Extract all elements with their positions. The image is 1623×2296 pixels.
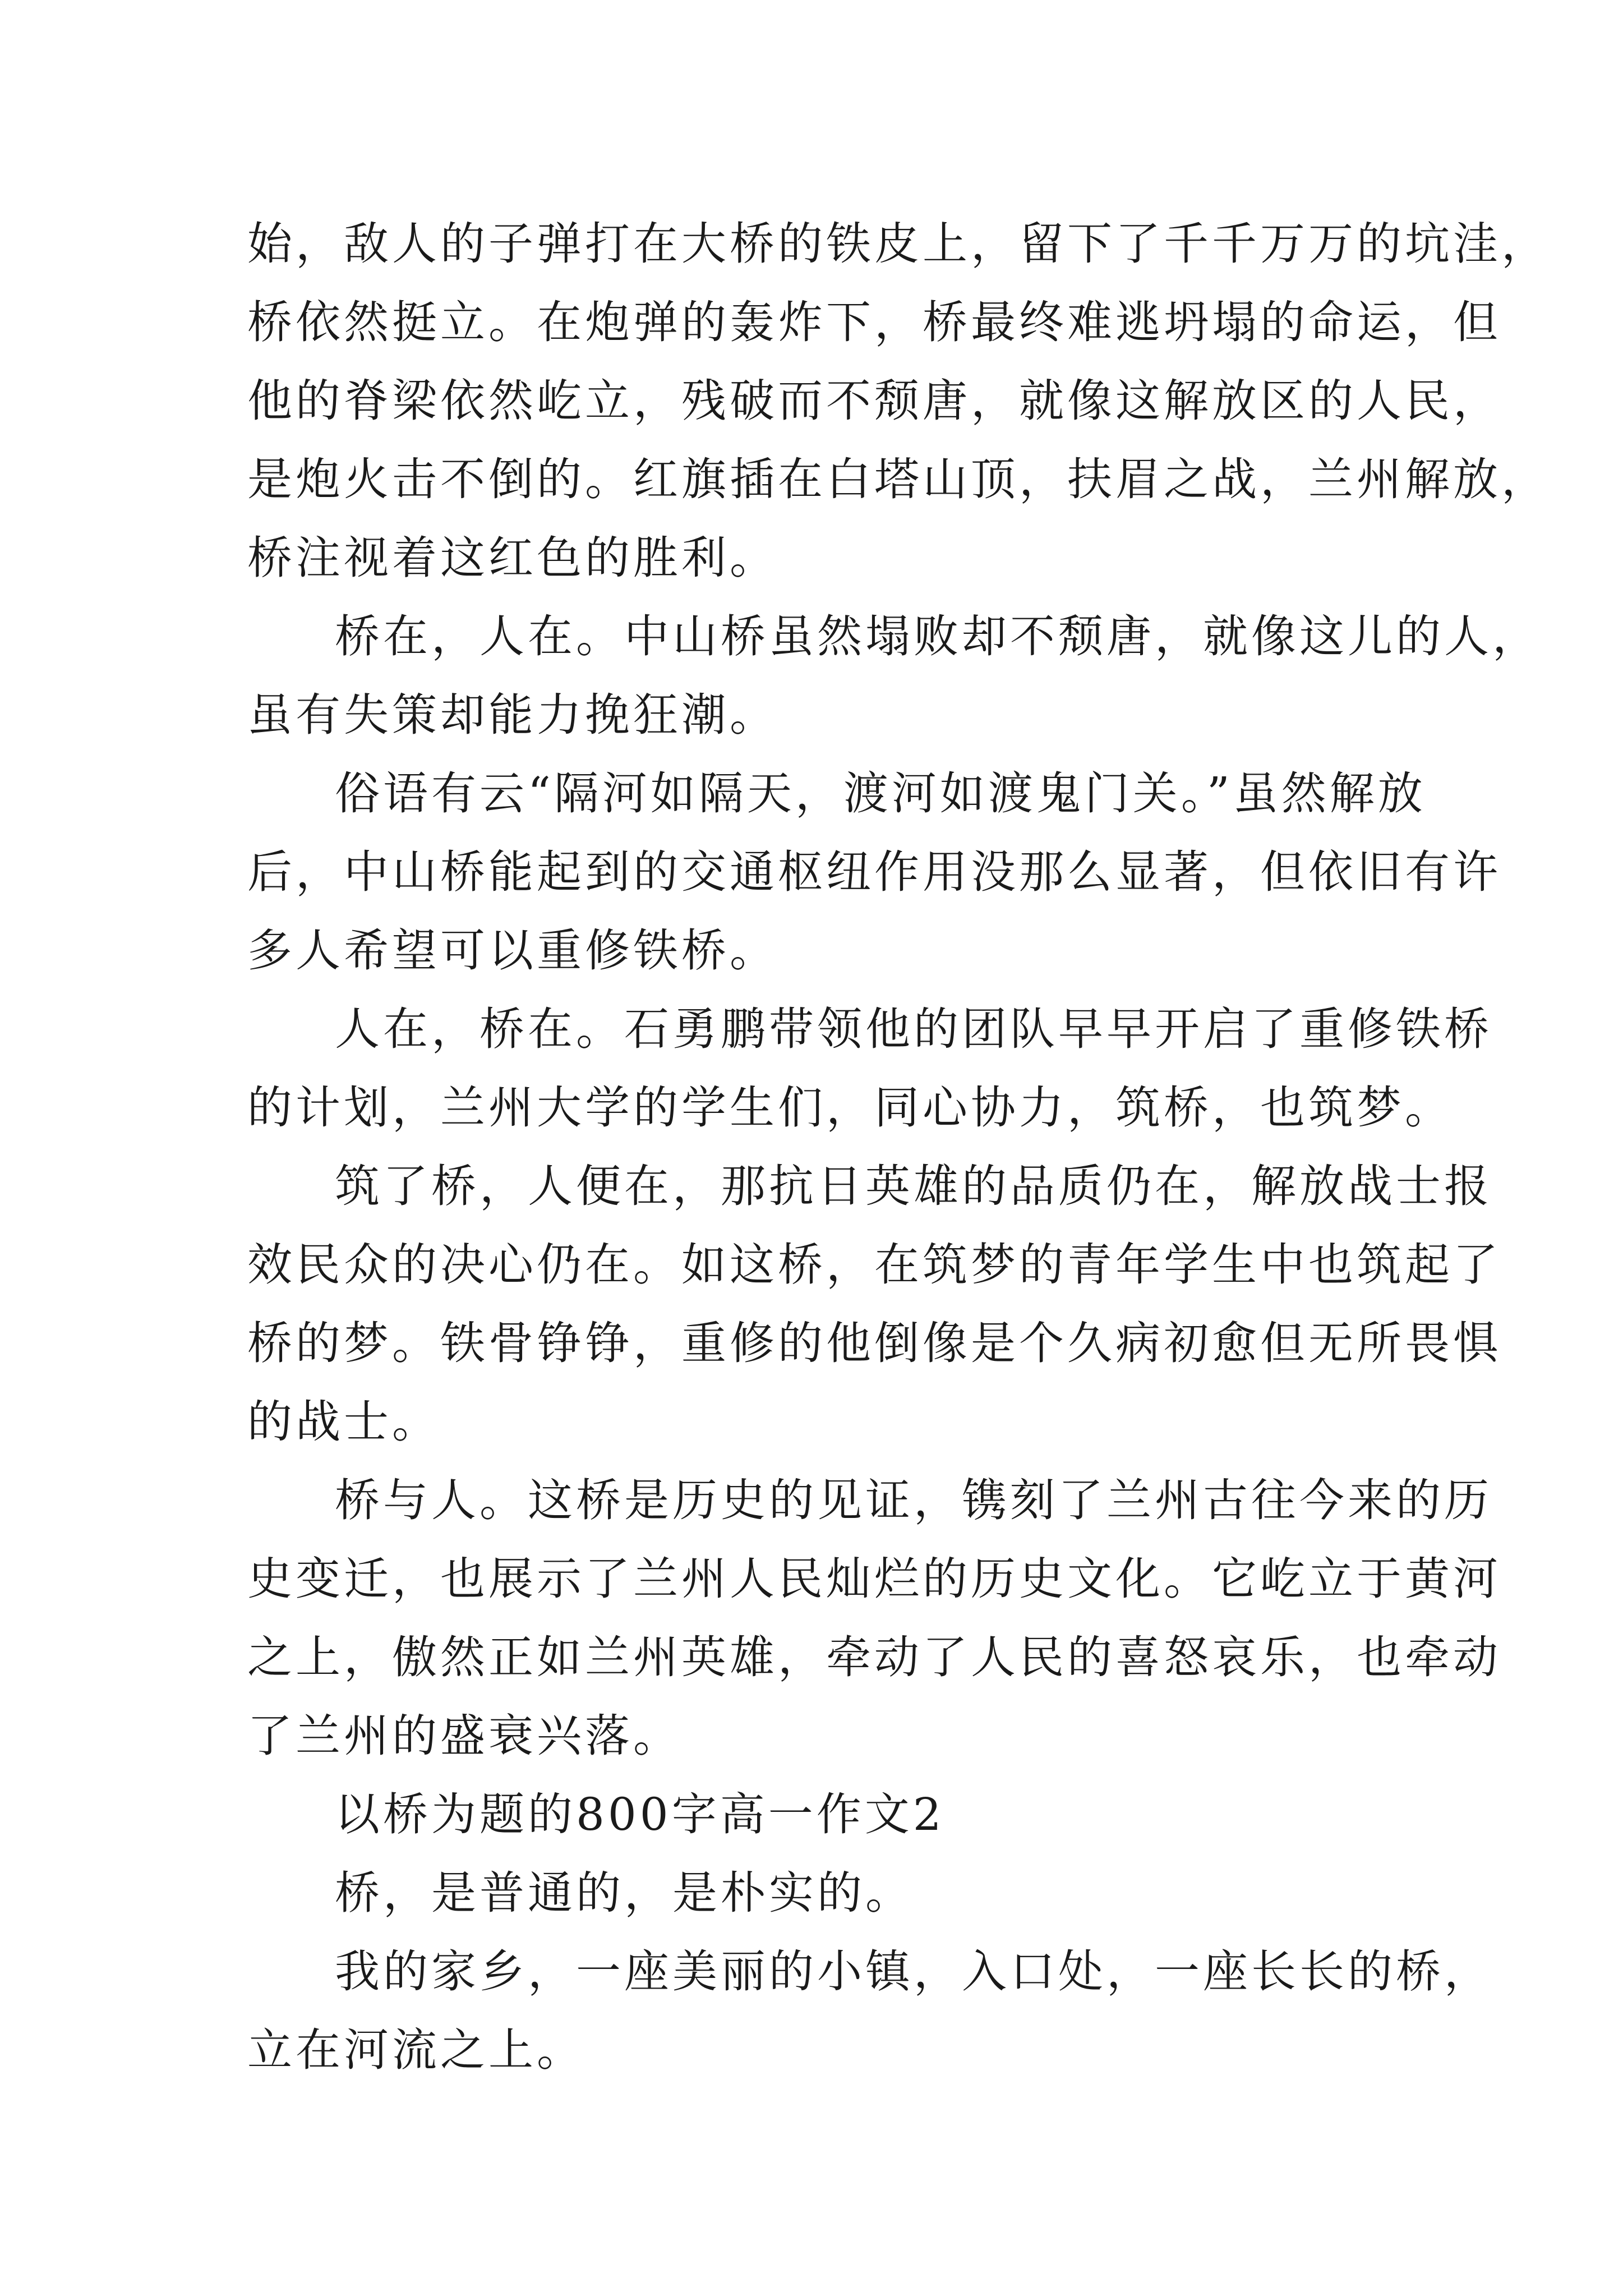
paragraph-2-line-2: 虽有失策却能力挽狂潮。 <box>247 689 778 741</box>
paragraph-5-line-1: 筑了桥，人便在，那抗日英雄的品质仍在，解放战士报 <box>335 1160 1492 1212</box>
paragraph-8-line-1: 桥，是普通的，是朴实的。 <box>335 1867 914 1919</box>
paragraph-1-line-1: 始，敌人的子弹打在大桥的铁皮上，留下了千千万万的坑洼， <box>247 218 1550 270</box>
paragraph-6-line-2: 史变迁，也展示了兰州人民灿烂的历史文化。它屹立于黄河 <box>247 1553 1501 1605</box>
paragraph-6-line-1: 桥与人。这桥是历史的见证，镌刻了兰州古往今来的历 <box>335 1474 1492 1526</box>
paragraph-4-line-2: 的计划，兰州大学的学生们，同心协力，筑桥，也筑梦。 <box>247 1082 1453 1134</box>
paragraph-6-line-4: 了兰州的盛衰兴落。 <box>247 1710 681 1762</box>
paragraph-1-line-5: 桥注视着这红色的胜利。 <box>247 532 778 584</box>
paragraph-3-line-3: 多人希望可以重修铁桥。 <box>247 924 778 977</box>
paragraph-4-line-1: 人在，桥在。石勇鹏带领他的团队早早开启了重修铁桥 <box>335 1003 1492 1055</box>
document-body <box>247 205 1550 2090</box>
essay-title-heading: 以桥为题的800字高一作文2 <box>335 1788 945 1841</box>
paragraph-9-line-1: 我的家乡，一座美丽的小镇，入口处，一座长长的桥， <box>335 1945 1492 1998</box>
paragraph-3-line-1: 俗语有云“隔河如隔天，渡河如渡鬼门关。”虽然解放 <box>335 767 1426 820</box>
paragraph-5-line-2: 效民众的决心仍在。如这桥，在筑梦的青年学生中也筑起了 <box>247 1239 1501 1291</box>
paragraph-2-line-1: 桥在，人在。中山桥虽然塌败却不颓唐，就像这儿的人， <box>335 610 1541 662</box>
paragraph-5-line-4: 的战士。 <box>247 1396 440 1448</box>
paragraph-1-line-2: 桥依然挺立。在炮弹的轰炸下，桥最终难逃坍塌的命运，但 <box>247 296 1501 348</box>
paragraph-9-line-2: 立在河流之上。 <box>247 2024 585 2076</box>
paragraph-5-line-3: 桥的梦。铁骨铮铮，重修的他倒像是个久病初愈但无所畏惧 <box>247 1317 1501 1369</box>
paragraph-3-line-2: 后，中山桥能起到的交通枢纽作用没那么显著，但依旧有许 <box>247 846 1501 898</box>
paragraph-6-line-3: 之上，傲然正如兰州英雄，牵动了人民的喜怒哀乐，也牵动 <box>247 1631 1501 1683</box>
paragraph-1-line-4: 是炮火击不倒的。红旗插在白塔山顶，扶眉之战，兰州解放， <box>247 453 1550 505</box>
paragraph-1-line-3: 他的脊梁依然屹立，残破而不颓唐，就像这解放区的人民， <box>247 375 1501 427</box>
